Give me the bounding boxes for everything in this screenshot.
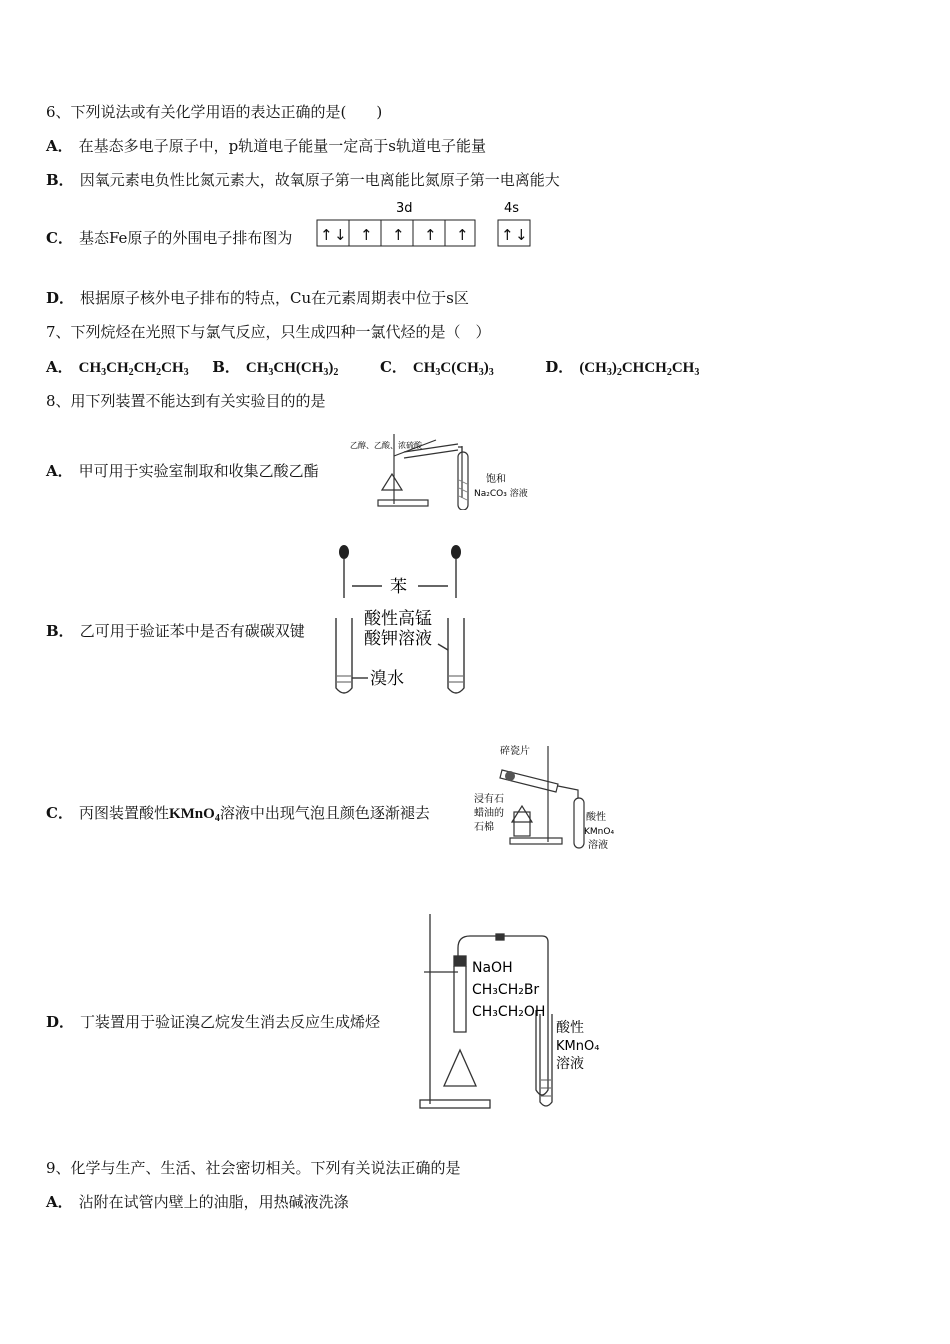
svg-text:↑: ↑ [320,226,333,244]
acid-label: 酸性 [556,1020,584,1036]
option-label: C． [46,229,73,247]
option-label: B． [212,358,240,376]
option-text: 沾附在试管内壁上的油脂，用热碱液洗涤 [78,1193,349,1211]
q8-option-d [46,1012,380,1032]
kmno4-label-2: 酸钾溶液 [364,629,432,649]
q6-option-a [46,136,486,156]
porcelain-label: 碎瓷片 [500,746,530,757]
q7-formula-a: $CH_3CH_2CH_2CH_3$ [78,360,189,378]
reagents-label: 乙醇、乙酸、浓硫酸 [350,441,422,450]
svg-text:↑: ↑ [392,226,405,244]
option-text-pre: 丙图装置酸性 [78,804,169,822]
naoh-label: NaOH [472,960,513,976]
q7-formula-d: $(CH_3)_2CHCH_2CH_3$ [579,360,700,378]
option-text: 乙可用于验证苯中是否有碳碳双键 [79,622,305,640]
kmno4-formula: KMnO$_4$ [168,806,220,824]
na2co3-label: Na₂CO₃ 溶液 [474,489,528,499]
option-label: B． [46,622,74,640]
kmno4-label: KMnO₄ [556,1039,600,1054]
solution-label: 溶液 [556,1056,584,1072]
option-label: C． [46,804,73,822]
option-label: A． [46,358,73,376]
option-text: 甲可用于实验室制取和收集乙酸乙酯 [78,462,319,480]
apparatus-c-cracking [474,740,624,859]
ethyl-bromide-label: CH₃CH₂Br [472,982,540,998]
q7-formula-c: $CH_3C(CH_3)_3$ [412,360,494,378]
kmno4-label-1: 酸性高锰 [364,609,432,629]
svg-text:↑: ↑ [501,226,514,244]
orbital-diagram [316,198,532,254]
ethanol-label: CH₃CH₂OH [472,1004,546,1020]
option-text: 基态Fe原子的外围电子排布图为 [78,229,293,247]
q6-stem: 6、下列说法或有关化学用语的表达正确的是( ) [46,103,383,121]
option-label: D． [545,358,574,376]
option-label: D． [46,1013,75,1031]
q9-option-a [46,1192,349,1212]
option-label: D． [46,289,75,307]
orbital-4s-label: 4s [504,201,520,216]
svg-text:↑: ↑ [424,226,437,244]
orbital-3d-label: 3d [396,201,413,216]
option-label: A． [46,1193,73,1211]
q7-formula-b: $CH_3CH(CH_3)_2$ [245,360,339,378]
acid-label: 酸性 [586,812,606,823]
q6-option-d [46,288,469,308]
q8-option-a [46,461,319,481]
option-label: A． [46,462,73,480]
svg-text:↓: ↓ [515,226,528,244]
q6-option-b [46,170,560,190]
option-text: 在基态多电子原子中，p轨道电子能量一定高于s轨道电子能量 [78,137,486,155]
option-text-post: 溶液中出现气泡且颜色逐渐褪去 [219,804,430,822]
q6-option-c [46,228,292,248]
svg-text:↓: ↓ [334,226,347,244]
benzene-label: 苯 [390,577,407,597]
solution-label: 溶液 [588,840,608,851]
q9-stem: 9、化学与生产、生活、社会密切相关。下列有关说法正确的是 [46,1159,461,1177]
option-text: 根据原子核外电子排布的特点，Cu在元素周期表中位于s区 [80,289,469,307]
svg-text:↑: ↑ [456,226,469,244]
option-label: B． [46,171,74,189]
q7-options [46,357,699,383]
q8-stem: 8、用下列装置不能达到有关实验目的的是 [46,392,326,410]
bromine-water-label: 溴水 [370,669,404,689]
saturated-label: 饱和 [486,474,506,485]
wax-label-1: 浸有石 [474,794,504,805]
q8-option-c [46,803,430,829]
option-label: C． [379,358,407,376]
option-text: 丁装置用于验证溴乙烷发生消去反应生成烯烃 [80,1013,381,1031]
option-text: 因氧元素电负性比氮元素大，故氧原子第一电离能比氮原子第一电离能大 [79,171,560,189]
q8-option-b [46,621,305,641]
wax-label-2: 蜡油的 [474,808,504,819]
svg-text:↑: ↑ [360,226,373,244]
option-label: A． [46,137,73,155]
apparatus-a-ester [346,430,546,514]
apparatus-d-elimination [414,910,614,1119]
kmno4-label: KMnO₄ [584,827,615,837]
apparatus-b-benzene [330,540,470,704]
wax-label-3: 石棉 [474,822,494,833]
q7-stem: 7、下列烷烃在光照下与氯气反应，只生成四种一氯代烃的是（ ） [46,323,491,341]
